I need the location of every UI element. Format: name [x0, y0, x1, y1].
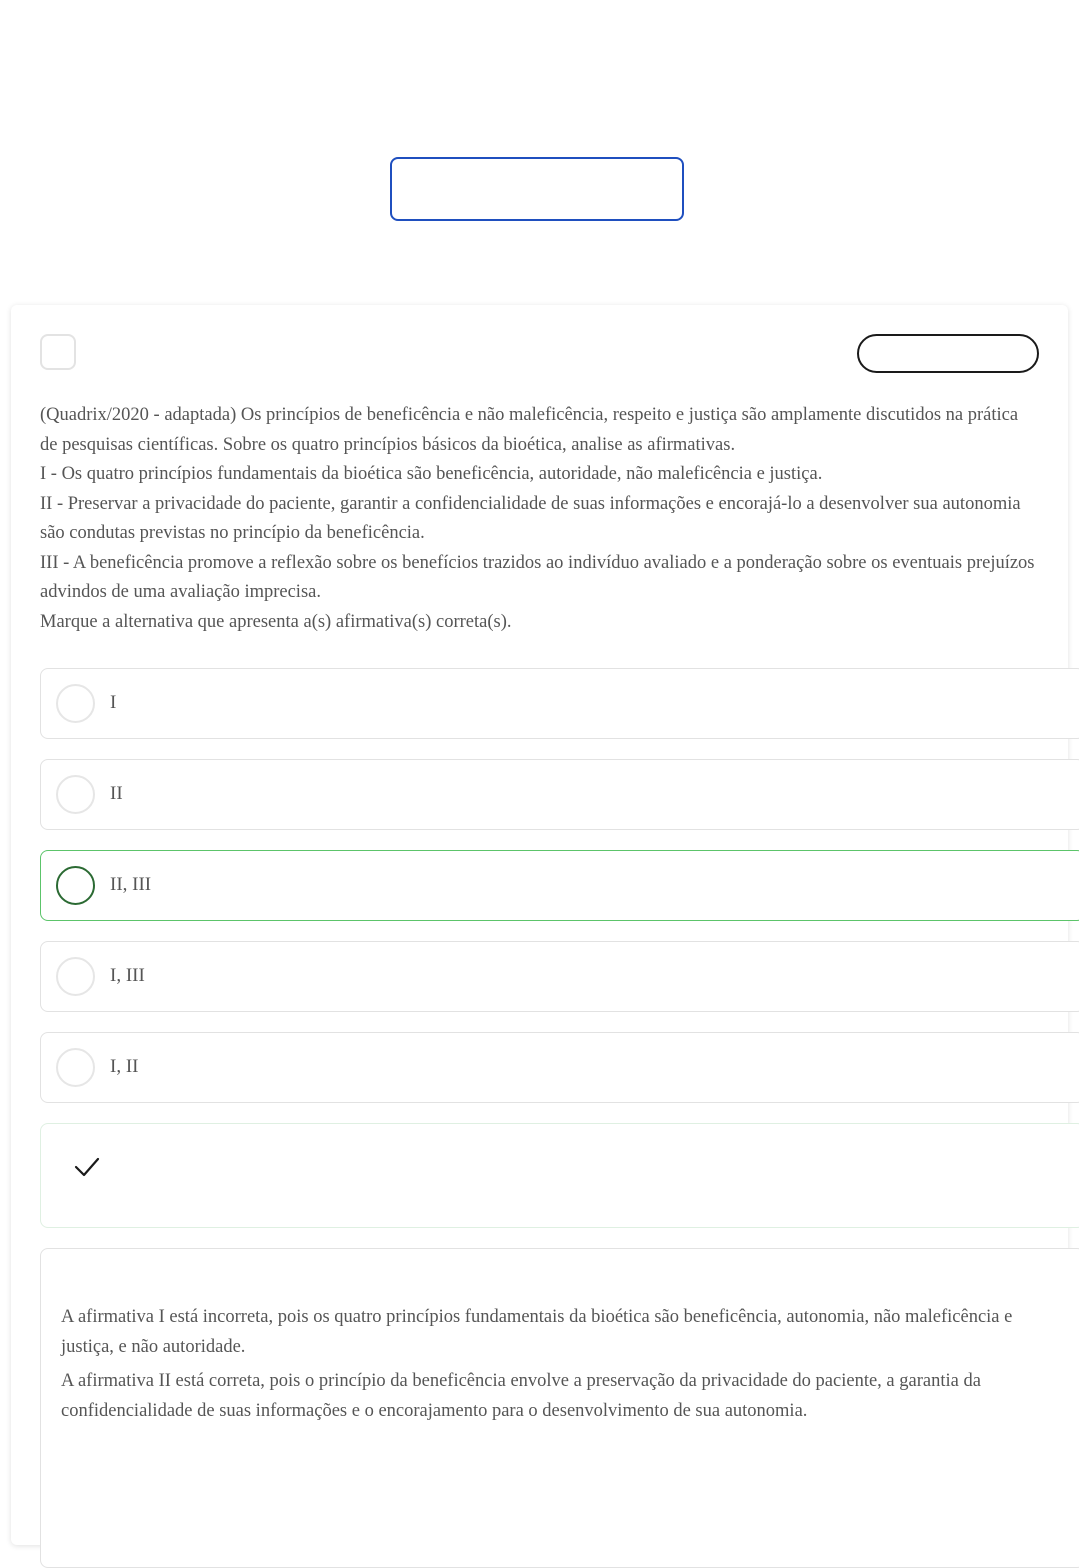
option-c[interactable]: [40, 850, 1079, 921]
option-label: II: [110, 783, 123, 804]
radio-circle-icon[interactable]: [56, 684, 95, 723]
option-label: I, II: [110, 1056, 139, 1077]
answer-feedback: [40, 1123, 1079, 1228]
option-label: I, III: [110, 965, 145, 986]
option-e[interactable]: [40, 1032, 1079, 1103]
question-affirmative-2: II - Preservar a privacidade do paciente, garantir a confidencialidade de suas informações e encorajá-lo a desenvolver sua autonomia são condutas previstas no princípio da beneficência.: [40, 493, 1021, 543]
explanation-paragraph: A afirmativa II está correta, pois o princípio da beneficência envolve a preservação da privacidade do paciente, a garantia da confidencialidade de suas informações e o encorajamento para o desenvolvimento de sua autonomia.: [61, 1371, 981, 1421]
question-affirmative-1: I - Os quatro princípios fundamentais da bioética são beneficência, autoridade, não maleficência e justiça.: [40, 464, 823, 484]
option-d[interactable]: [40, 941, 1079, 1012]
radio-circle-icon[interactable]: [56, 866, 95, 905]
question-action-button[interactable]: [857, 334, 1039, 373]
explanation-paragraph: A afirmativa I está incorreta, pois os quatro princípios fundamentais da bioética são beneficência, autonomia, não maleficência e justiça, e não autoridade.: [61, 1307, 1013, 1357]
option-b[interactable]: [40, 759, 1079, 830]
question-instruction: Marque a alternativa que apresenta a(s) afirmativa(s) correta(s).: [40, 611, 512, 632]
mark-question-checkbox[interactable]: [40, 334, 76, 370]
question-statement: (Quadrix/2020 - adaptada) Os princípios de beneficência e não maleficência, respeito e justiça são amplamente discutidos na prática de pesquisas científicas. Sobre os quatro princípios básicos da bioética, analise as afirmativas.: [40, 405, 1019, 455]
question-card: [11, 305, 1068, 1545]
option-a[interactable]: [40, 668, 1079, 739]
radio-circle-icon[interactable]: [56, 957, 95, 996]
option-label: I: [110, 692, 117, 713]
answer-explanation: [40, 1248, 1079, 1568]
top-action-button[interactable]: [390, 157, 684, 221]
check-icon: [73, 1155, 101, 1179]
option-label: II, III: [110, 874, 152, 895]
explanation-text: [61, 1303, 1066, 1431]
radio-circle-icon[interactable]: [56, 1048, 95, 1087]
question-text: [40, 401, 1040, 637]
question-affirmative-3: III - A beneficência promove a reflexão sobre os benefícios trazidos ao indivíduo avaliado e a ponderação sobre os eventuais prejuízos advindos de uma avaliação imprecisa.: [40, 552, 1035, 602]
radio-circle-icon[interactable]: [56, 775, 95, 814]
